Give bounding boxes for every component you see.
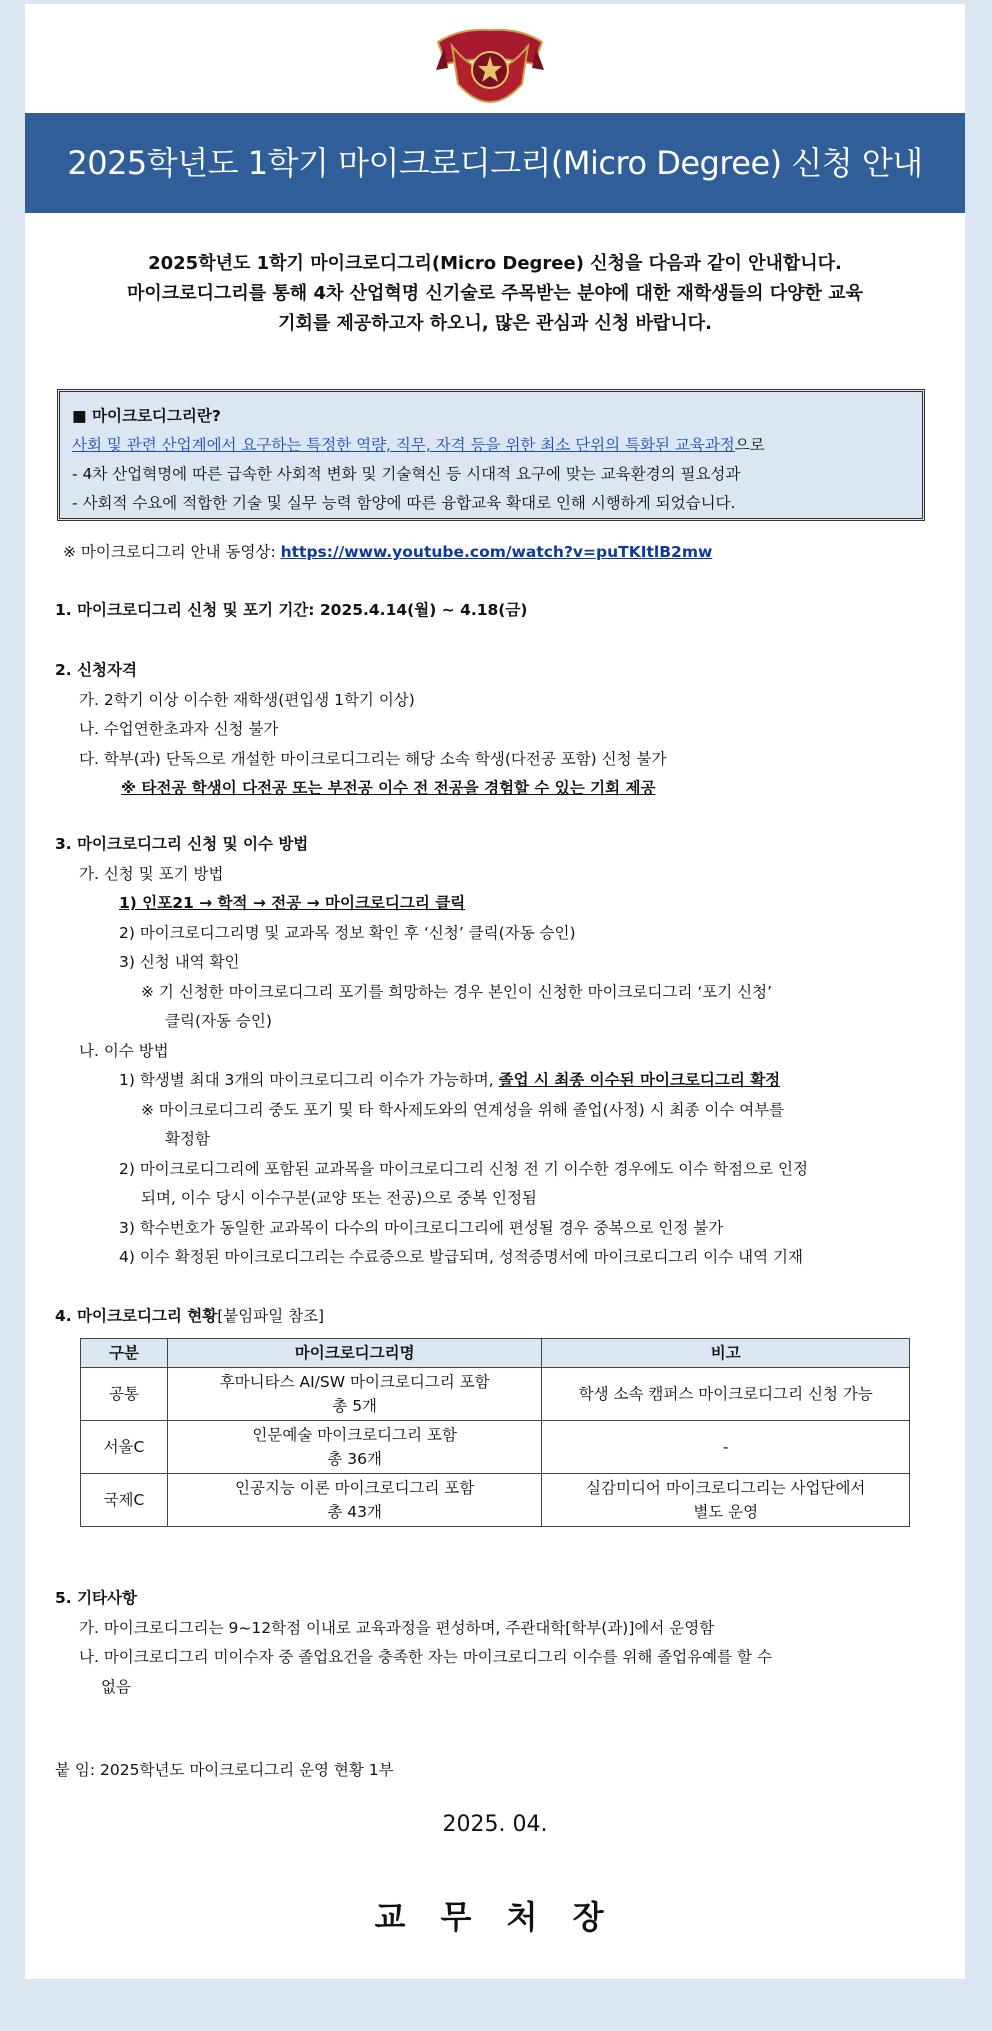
section-5: 5. 기타사항 가. 마이크로디그리는 9~12학점 이내로 교육과정을 편성하며, 주관대학[학부(과)]에서 운영함 나. 마이크로디그리 미이수자 중 졸업요건을 충족한 자는 마이크로디그리 이수를 위해 졸업유예를 할 수 없음 bbox=[55, 1589, 772, 1696]
definition-title: ■ 마이크로디그리란? bbox=[72, 407, 221, 425]
definition-line-2: - 4차 산업혁명에 따른 급속한 사회적 변화 및 기술혁신 등 시대적 요구에 맞는 교육환경의 필요성과 bbox=[72, 465, 741, 483]
microdegree-status-table bbox=[80, 1338, 910, 1527]
issue-date: 2025. 04. bbox=[442, 1812, 548, 1837]
attachment-note: 붙 임: 2025학년도 마이크로디그리 운영 현황 1부 bbox=[55, 1761, 394, 1779]
definition-box bbox=[57, 389, 925, 521]
section-3: 3. 마이크로디그리 신청 및 이수 방법 가. 신청 및 포기 방법 1) 인포21 → 학적 → 전공 → 마이크로디그리 클릭 2) 마이크로디그리명 및 교과목 정보 확인 후 ‘신청’ 클릭(자동 승인) 3) 신청 내역 확인 ※ 기 신청한 마이크로디그리 포기를 희망하는 경우 본인이 신청한 마이크로디그리 ‘포기 신청’ 클릭(자동 승인) 나. 이수 방법 1) 학생별 최대 3개의 마이크로디그리 이수가 가능하며, 졸업 시 최종 이수된 마이크로디그리 확정 ※ 마이크로디그리 중도 포기 및 타 학사제도와의 연계성을 위해 졸업(사정) 시 최종 이수 여부를 확정함 2) 마이크로디그리에 포함된 교과목을 마이크로디그리 신청 전 기 이수한 경우에도 이수 학점으로 인정 되며, 이수 당시 이수구분(교양 또는 전공)으로 중복 인정됨 3) 학수번호가 동일한 교과목이 다수의 마이크로디그리에 편성될 경우 중복으로 인정 불가 4) 이수 확정된 마이크로디그리는 수료증으로 발급되며, 성적증명서에 마이크로디그리 이수 내역 기재 bbox=[55, 835, 808, 1266]
page-title: 2025학년도 1학기 마이크로디그리(Micro Degree) 신청 안내 bbox=[25, 113, 965, 213]
video-note: ※ 마이크로디그리 안내 동영상: https://www.youtube.com/watch?v=puTKItlB2mw bbox=[63, 543, 713, 561]
table-header-row: 구분 마이크로디그리명 비고 bbox=[81, 1339, 910, 1368]
definition-line-1: 사회 및 관련 산업계에서 요구하는 특정한 역량, 직무, 자격 등을 위한 최소 단위의 특화된 교육과정으로 bbox=[72, 436, 765, 454]
section-4-title: 4. 마이크로디그리 현황[붙임파일 참조] bbox=[55, 1307, 325, 1325]
intro-text: 2025학년도 1학기 마이크로디그리(Micro Degree) 신청을 다음과 같이 안내합니다. 마이크로디그리를 통해 4차 산업혁명 신기술로 주목받는 분야에 대한 재학생들의 다양한 교육 기회를 제공하고자 하오니, 많은 관심과 신청 바랍니다. bbox=[127, 253, 863, 334]
table-row: 서울C 인문예술 마이크로디그리 포함 총 36개 - bbox=[81, 1421, 910, 1474]
youtube-link[interactable]: https://www.youtube.com/watch?v=puTKItlB2mw bbox=[280, 543, 713, 561]
table-row: 공통 후마니타스 AI/SW 마이크로디그리 포함 총 5개 학생 소속 캠퍼스 마이크로디그리 신청 가능 bbox=[81, 1368, 910, 1421]
definition-line-3: - 사회적 수요에 적합한 기술 및 실무 능력 함양에 따른 융합교육 확대로 인해 시행하게 되었습니다. bbox=[72, 494, 736, 512]
signer: 교 무 처 장 bbox=[374, 1898, 616, 1936]
section-1-title: 1. 마이크로디그리 신청 및 포기 기간: 2025.4.14(월) ~ 4.18(금) bbox=[55, 601, 528, 619]
notice-page bbox=[25, 4, 965, 1979]
section-2: 2. 신청자격 가. 2학기 이상 이수한 재학생(편입생 1학기 이상) 나. 수업연한초과자 신청 불가 다. 학부(과) 단독으로 개설한 마이크로디그리는 해당 소속 학생(다전공 포함) 신청 불가 ※ 타전공 학생이 다전공 또는 부전공 이수 전 전공을 경험할 수 있는 기회 제공 bbox=[55, 661, 667, 797]
university-seal-icon bbox=[430, 24, 550, 116]
table-row: 국제C 인공지능 이론 마이크로디그리 포함 총 43개 실감미디어 마이크로디그리는 사업단에서 별도 운영 bbox=[81, 1474, 910, 1527]
